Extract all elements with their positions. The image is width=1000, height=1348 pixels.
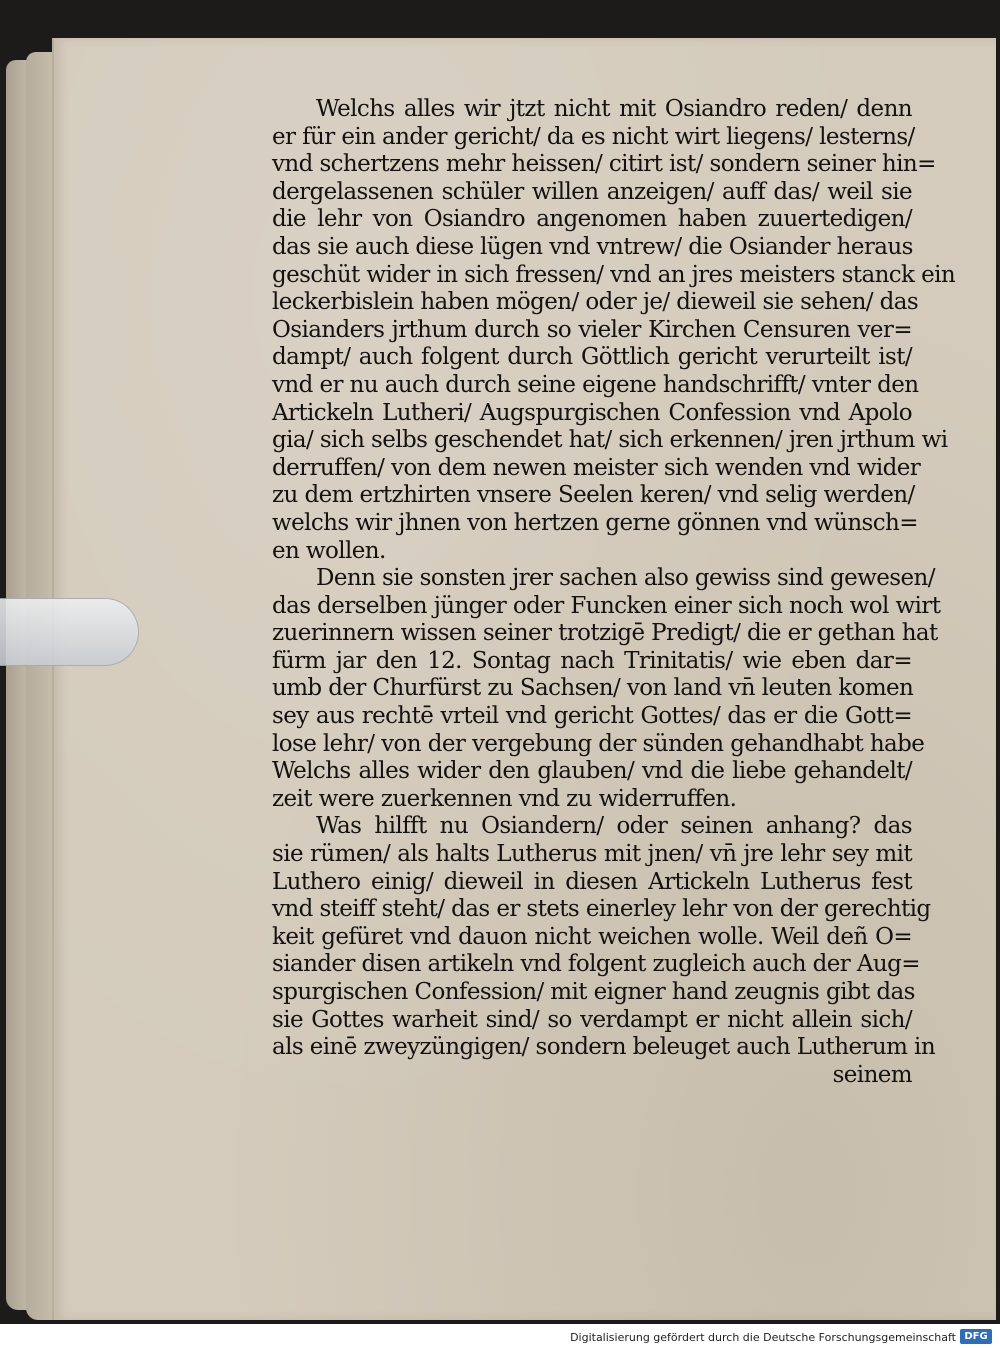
text-line: leckerbislein haben mögen/ oder je/ dieweil sie sehen/ das [272, 289, 919, 316]
text-line: lose lehr/ von der vergebung der sünden gehandhabt habe [272, 730, 925, 757]
text-line: sie Gottes warheit sind/ so verdampt er nicht allein sich/ [272, 1006, 912, 1033]
text-line: dampt/ auch folgent durch Göttlich gericht verurteilt ist/ [272, 344, 912, 371]
text-line: keit gefüret vnd dauon nicht weichen wolle. Weil deñ O= [272, 923, 912, 950]
text-line: welchs wir jhnen von hertzen gerne gönnen vnd wünsch= [272, 509, 918, 536]
text-line: en wollen. [272, 537, 386, 564]
text-line: das derselben jünger oder Funcken einer sich noch wol wirt [272, 592, 941, 619]
text-line: Was hilfft nu Osiandern/ oder seinen anhang? das [316, 813, 912, 840]
text-line: als einē zweyzüngigen/ sondern beleuget auch Lutherum in [272, 1034, 936, 1061]
text-line: geschüt wider in sich fressen/ vnd an jres meisters stanck ein [272, 261, 956, 288]
text-line: spurgischen Confession/ mit eigner hand zeugnis gibt das [272, 979, 915, 1005]
text-line: Welchs alles wir jtzt nicht mit Osiandro reden/ denn [316, 96, 912, 122]
text-line: zeit were zuerkennen vnd zu widerruffen. [272, 785, 737, 812]
catchword: seinem [832, 1061, 912, 1088]
text-line: umb der Churfürst zu Sachsen/ von land vn̄ leuten komen [272, 675, 914, 702]
text-line: siander disen artikeln vnd folgent zugleich auch der Aug= [272, 951, 920, 978]
text-line: Artickeln Lutheri/ Augspurgischen Confession vnd Apolo [272, 399, 912, 426]
text-line: sey aus rechtē vrteil vnd gericht Gottes/ das er die Gott= [272, 703, 912, 730]
text-line: zu dem ertzhirten vnsere Seelen keren/ vnd selig werden/ [272, 482, 915, 509]
plastic-tab-clip [0, 598, 139, 666]
text-line: die lehr von Osiandro angenomen haben zuuertedigen/ [272, 206, 912, 233]
text-line: vnd schertzens mehr heissen/ citirt ist/ sondern seiner hin= [272, 151, 936, 178]
text-line: Welchs alles wider den glauben/ vnd die liebe gehandelt/ [272, 758, 912, 785]
text-line: derruffen/ von dem newen meister sich wenden vnd wider [272, 454, 921, 481]
page-text-block [272, 96, 956, 1089]
text-line: Luthero einig/ dieweil in diesen Artickeln Lutherus fest [272, 868, 912, 895]
text-line: gia/ sich selbs geschendet hat/ sich erkennen/ jren jrthum wi [272, 427, 948, 454]
text-line: Osianders jrthum durch so vieler Kirchen Censuren ver= [272, 316, 912, 343]
text-line: sie rümen/ als halts Lutherus mit jnen/ vn̄ jre lehr sey mit [272, 841, 912, 868]
text-line: Denn sie sonsten jrer sachen also gewiss sind gewesen/ [316, 565, 935, 592]
dfg-logo[interactable]: DFG [960, 1329, 992, 1344]
text-line: fürm jar den 12. Sontag nach Trinitatis/ wie eben dar= [272, 647, 912, 674]
text-line: das sie auch diese lügen vnd vntrew/ die Osiander heraus [272, 233, 913, 260]
text-line: er für ein ander gericht/ da es nicht wirt liegens/ lesterns/ [272, 123, 915, 150]
text-line: vnd er nu auch durch seine eigene handschrifft/ vnter den [272, 371, 919, 398]
text-line: dergelassenen schüler willen anzeigen/ auff das/ weil sie [272, 178, 912, 205]
text-line: zuerinnern wissen seiner trotzigē Predigt/ die er gethan hat [272, 620, 938, 647]
text-line: vnd steiff steht/ das er stets einerley lehr von der gerechtig [272, 896, 931, 923]
footer-credit: Digitalisierung gefördert durch die Deutsche Forschungsgemeinschaft [570, 1331, 956, 1344]
